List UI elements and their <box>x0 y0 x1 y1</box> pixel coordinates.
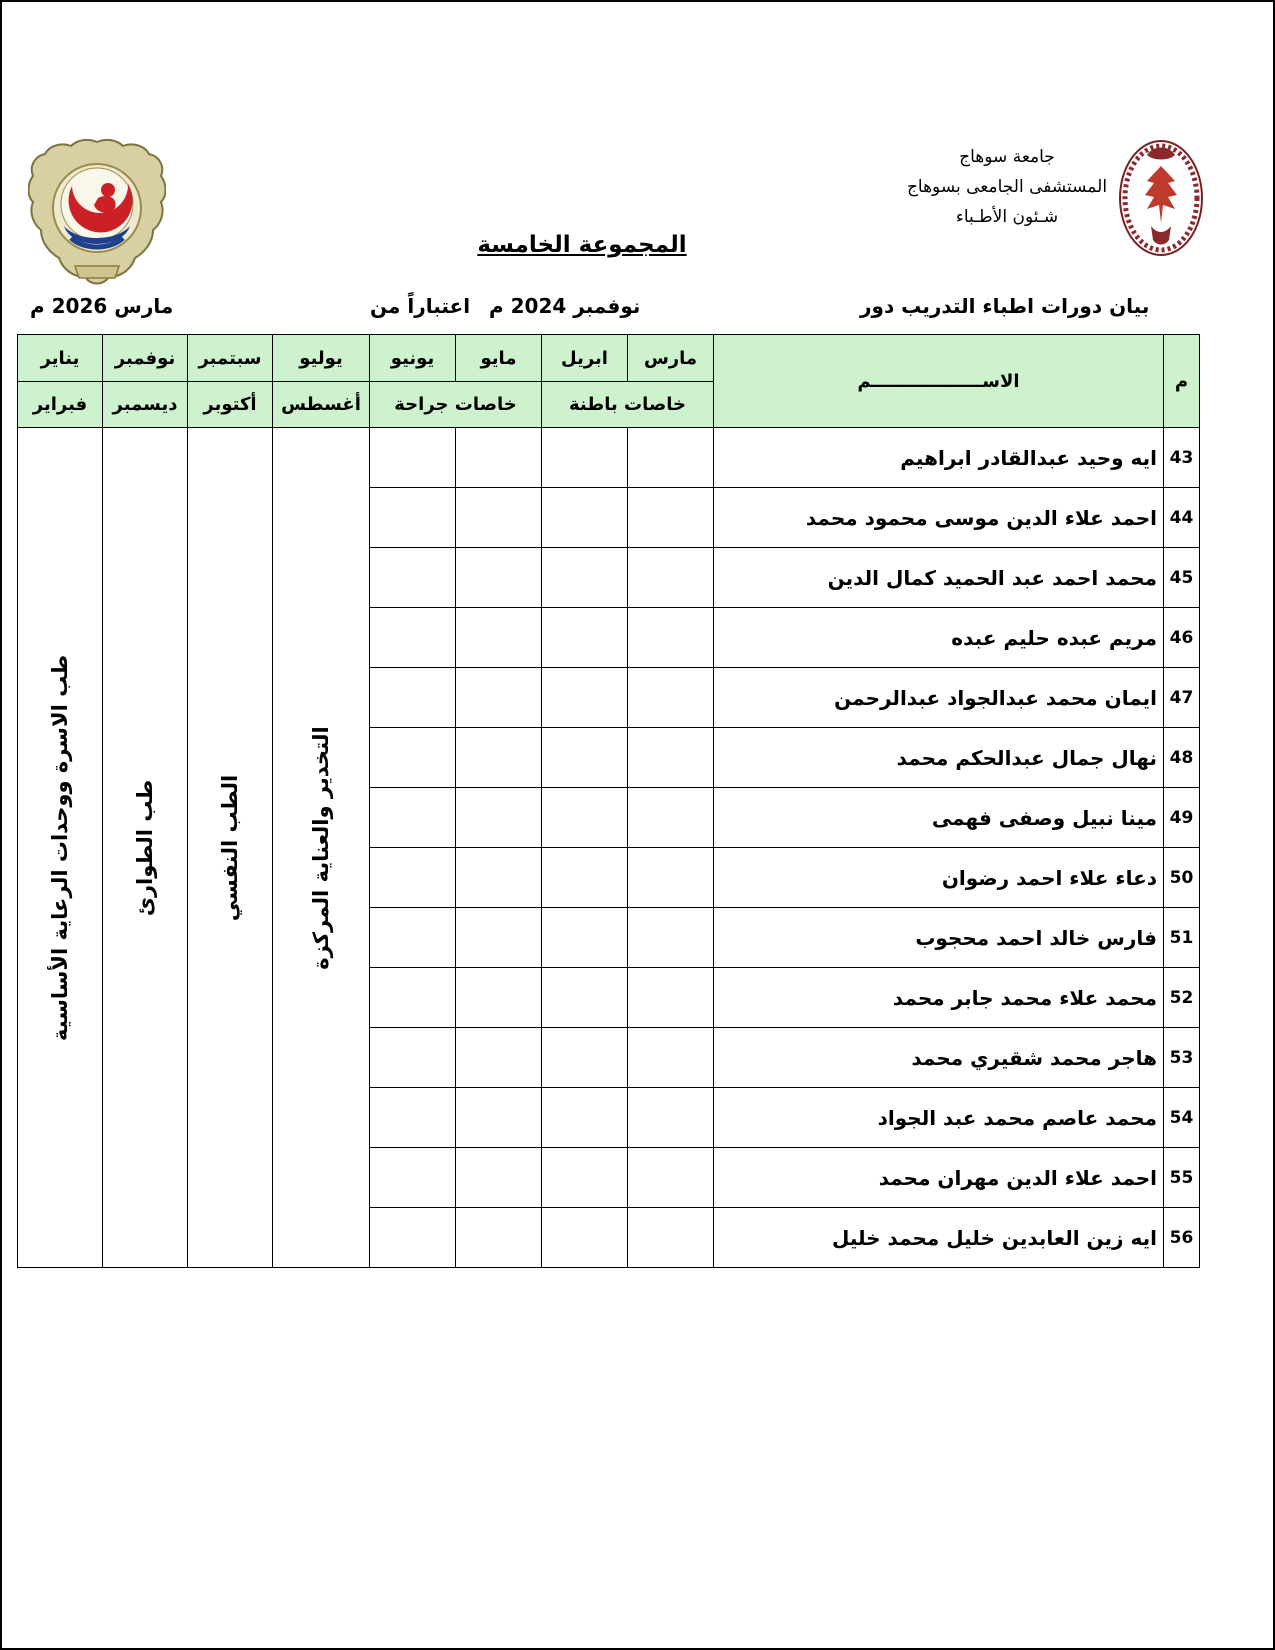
schedule-cell <box>628 1088 714 1148</box>
schedule-cell <box>628 728 714 788</box>
schedule-cell <box>542 1088 628 1148</box>
doctor-name-cell: ايه زين العابدين خليل محمد خليل <box>714 1208 1164 1268</box>
schedule-cell <box>628 848 714 908</box>
doctor-serial-cell: 52 <box>1164 968 1200 1028</box>
schedule-cell <box>370 908 456 968</box>
month-header-april: ابريل <box>542 335 628 382</box>
schedule-cell <box>456 788 542 848</box>
schedule-cell <box>456 908 542 968</box>
schedule-cell <box>628 488 714 548</box>
schedule-cell <box>628 1028 714 1088</box>
doctor-name-cell: فارس خالد احمد محجوب <box>714 908 1164 968</box>
schedule-cell <box>542 788 628 848</box>
subtitle-line <box>2 294 1273 324</box>
schedule-cell <box>370 428 456 488</box>
rotation-specialty-cell <box>273 428 370 1268</box>
schedule-cell <box>370 968 456 1028</box>
doctor-serial-cell: 49 <box>1164 788 1200 848</box>
schedule-cell <box>370 788 456 848</box>
schedule-cell <box>628 1208 714 1268</box>
schedule-cell <box>456 1088 542 1148</box>
doctor-name-cell: ايه وحيد عبدالقادر ابراهيم <box>714 428 1164 488</box>
schedule-cell <box>628 428 714 488</box>
doctor-name-cell: احمد علاء الدين موسى محمود محمد <box>714 488 1164 548</box>
doctor-serial-cell: 48 <box>1164 728 1200 788</box>
doctor-serial-cell: 43 <box>1164 428 1200 488</box>
schedule-cell <box>542 1028 628 1088</box>
org-line-doctors-affairs: شـئون الأطـباء <box>955 207 1059 227</box>
doctor-serial-cell: 45 <box>1164 548 1200 608</box>
doctor-name-cell: مينا نبيل وصفى فهمى <box>714 788 1164 848</box>
schedule-cell <box>542 728 628 788</box>
schedule-cell <box>628 908 714 968</box>
schedule-cell <box>542 608 628 668</box>
schedule-cell <box>370 1148 456 1208</box>
doctor-row <box>18 428 1200 488</box>
schedule-body <box>18 428 1200 1268</box>
schedule-cell <box>370 1208 456 1268</box>
month-header-january: يناير <box>18 335 103 382</box>
schedule-cell <box>628 968 714 1028</box>
schedule-cell <box>370 488 456 548</box>
doctor-serial-cell: 51 <box>1164 908 1200 968</box>
month-header-june: يونيو <box>370 335 456 382</box>
doctor-name-cell: مريم عبده حليم عبده <box>714 608 1164 668</box>
schedule-cell <box>628 788 714 848</box>
schedule-cell <box>542 908 628 968</box>
schedule-cell <box>542 968 628 1028</box>
schedule-cell <box>456 488 542 548</box>
rotation-specialty-cell <box>188 428 273 1268</box>
org-text-block <box>882 142 1132 232</box>
doctor-serial-cell: 50 <box>1164 848 1200 908</box>
doctor-name-cell: احمد علاء الدين مهران محمد <box>714 1148 1164 1208</box>
doctor-name-cell: دعاء علاء احمد رضوان <box>714 848 1164 908</box>
schedule-cell <box>542 848 628 908</box>
rotation-specialty-label: التخدير والعناية المركزة <box>309 725 333 970</box>
schedule-cell <box>628 548 714 608</box>
schedule-cell <box>542 428 628 488</box>
month-header-july: يوليو <box>273 335 370 382</box>
schedule-cell <box>456 1208 542 1268</box>
schedule-cell <box>370 848 456 908</box>
schedule-cell <box>628 668 714 728</box>
doctor-serial-cell: 56 <box>1164 1208 1200 1268</box>
doctor-name-cell: محمد علاء محمد جابر محمد <box>714 968 1164 1028</box>
doctor-serial-cell: 44 <box>1164 488 1200 548</box>
month-header-august: أغسطس <box>273 382 370 428</box>
doctor-serial-cell: 53 <box>1164 1028 1200 1088</box>
schedule-cell <box>370 608 456 668</box>
rotation-specialty-label: طب الاسرة ووحدات الرعاية الأساسية <box>48 654 72 1041</box>
rotation-specialty-cell <box>103 428 188 1268</box>
month-header-september: سبتمبر <box>188 335 273 382</box>
schedule-cell <box>370 728 456 788</box>
serial-header: م <box>1164 335 1200 428</box>
schedule-cell <box>628 1148 714 1208</box>
doctor-serial-cell: 46 <box>1164 608 1200 668</box>
schedule-cell <box>542 1208 628 1268</box>
month-header-february: فبراير <box>18 382 103 428</box>
month-header-march: مارس <box>628 335 714 382</box>
doctor-serial-cell: 47 <box>1164 668 1200 728</box>
rotation-specialty-cell <box>18 428 103 1268</box>
schedule-cell <box>456 428 542 488</box>
schedule-cell <box>456 728 542 788</box>
schedule-cell <box>370 668 456 728</box>
schedule-cell <box>370 548 456 608</box>
org-line-university: جامعة سوهاج <box>959 147 1055 167</box>
doctor-name-cell: هاجر محمد شقيري محمد <box>714 1028 1164 1088</box>
schedule-cell <box>456 608 542 668</box>
month-header-november: نوفمبر <box>103 335 188 382</box>
schedule-cell <box>542 1148 628 1208</box>
schedule-cell <box>542 488 628 548</box>
schedule-cell <box>456 848 542 908</box>
doctor-name-cell: ايمان محمد عبدالجواد عبدالرحمن <box>714 668 1164 728</box>
month-header-may: مايو <box>456 335 542 382</box>
doctor-name-cell: محمد احمد عبد الحميد كمال الدين <box>714 548 1164 608</box>
schedule-cell <box>456 1148 542 1208</box>
schedule-cell <box>456 1028 542 1088</box>
training-schedule-table <box>17 334 1200 1268</box>
internal-specialties-header: خاصات باطنة <box>542 382 714 428</box>
schedule-cell <box>370 1088 456 1148</box>
schedule-cell <box>456 548 542 608</box>
surgical-specialties-header: خاصات جراحة <box>370 382 542 428</box>
doctor-serial-cell: 55 <box>1164 1148 1200 1208</box>
month-header-december: ديسمبر <box>103 382 188 428</box>
doctor-serial-cell: 54 <box>1164 1088 1200 1148</box>
org-line-hospital: المستشفى الجامعى بسوهاج <box>906 177 1108 197</box>
schedule-cell <box>456 668 542 728</box>
effective-from-text: اعتباراً من <box>370 294 471 318</box>
rotation-specialty-label: الطب النفسي <box>218 774 242 921</box>
schedule-cell <box>628 608 714 668</box>
doctor-name-cell: محمد عاصم محمد عبد الجواد <box>714 1088 1164 1148</box>
faculty-of-medicine-logo <box>28 138 166 292</box>
rotation-specialty-label: طب الطوارئ <box>133 779 157 916</box>
month-header-october: أكتوبر <box>188 382 273 428</box>
schedule-cell <box>542 548 628 608</box>
end-date: مارس 2026 م <box>30 294 174 318</box>
statement-text: بيان دورات اطباء التدريب دور <box>860 294 1150 318</box>
schedule-cell <box>542 668 628 728</box>
schedule-cell <box>456 968 542 1028</box>
schedule-cell <box>370 1028 456 1088</box>
doctor-name-cell: نهال جمال عبدالحكم محمد <box>714 728 1164 788</box>
name-header: الاســــــــــــــــــم <box>714 335 1164 428</box>
group-title: المجموعة الخامسة <box>477 232 687 258</box>
start-date: نوفمبر 2024 م <box>489 294 641 318</box>
